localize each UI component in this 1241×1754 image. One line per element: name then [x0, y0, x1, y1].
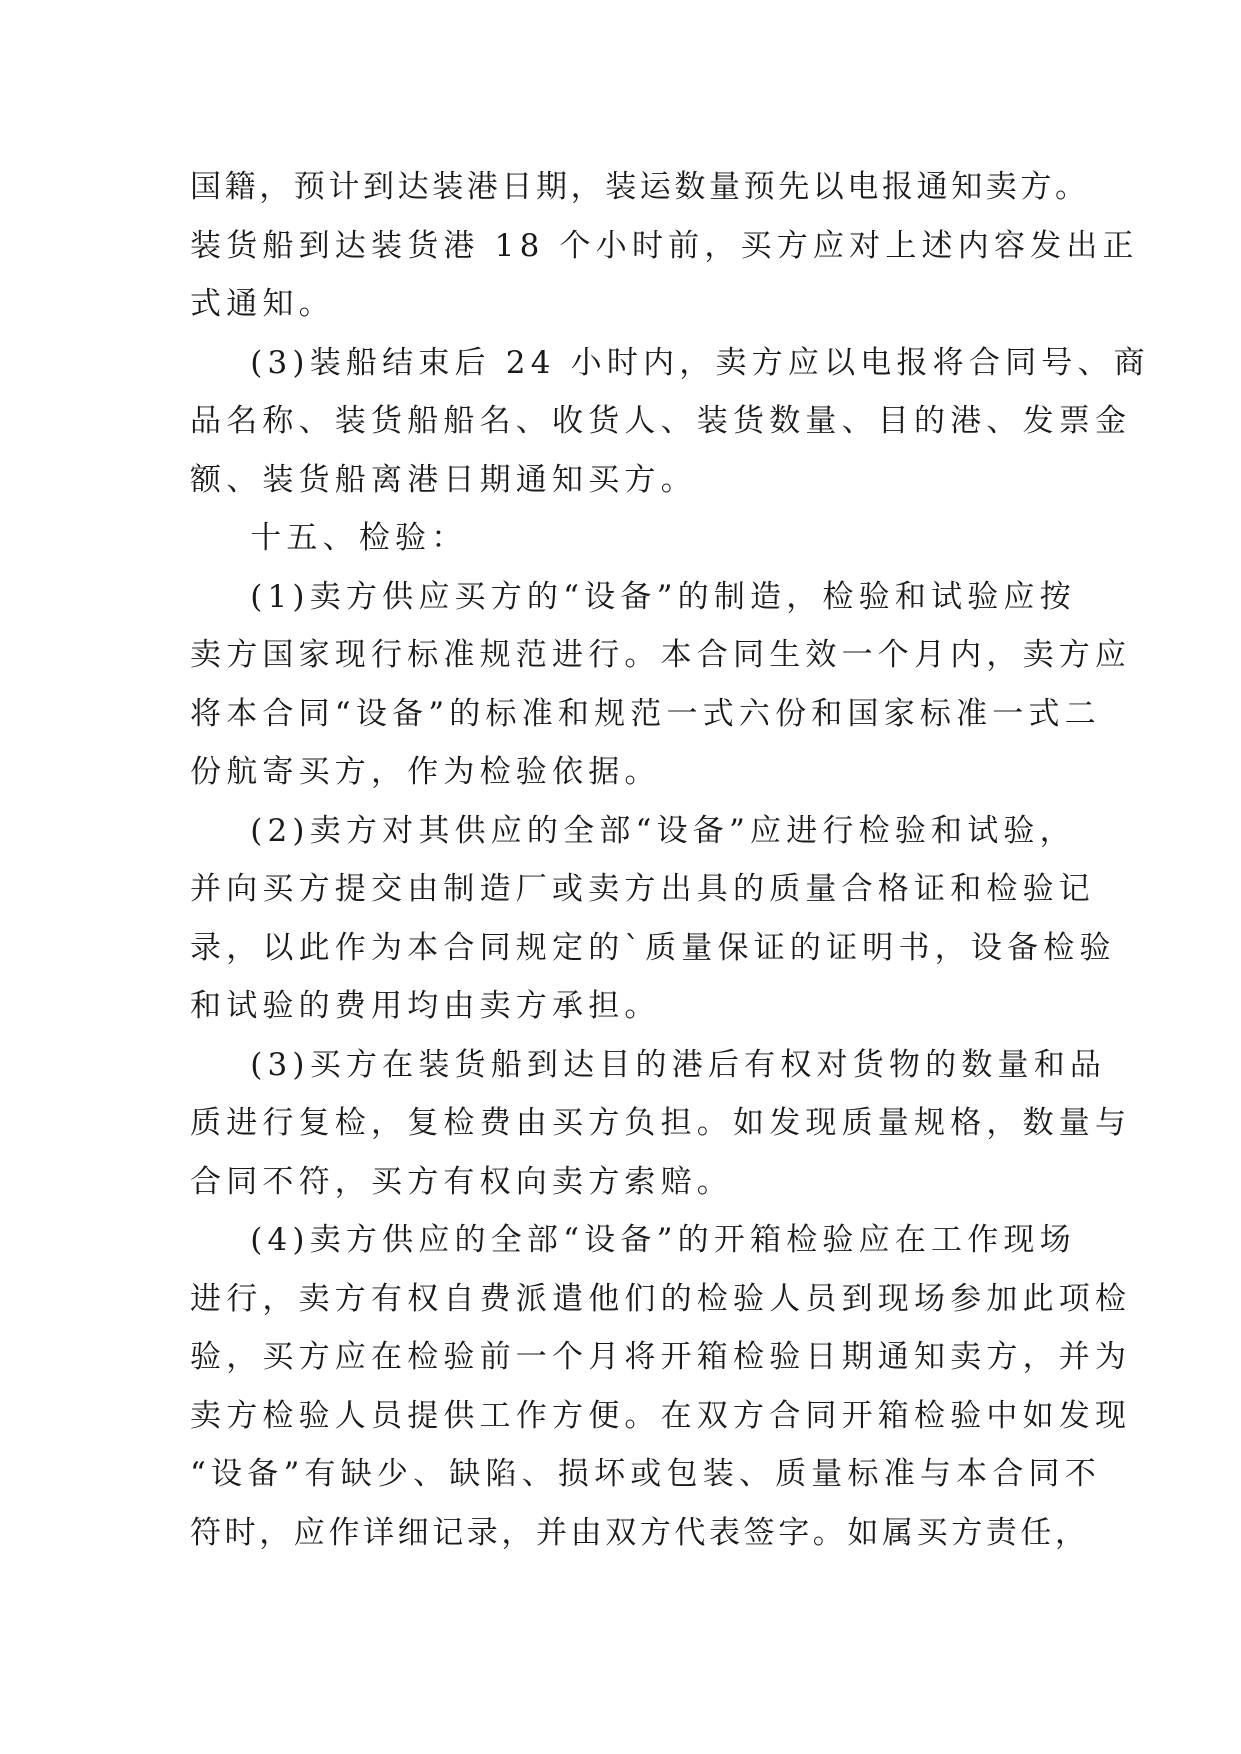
text-line: 式通知。: [190, 286, 335, 322]
text-line: 卖方检验人员提供工作方便。在双方合同开箱检验中如发现: [190, 1397, 1132, 1434]
text-line: 国籍，预计到达装港日期，装运数量预先以电报通知卖方。: [190, 169, 1090, 205]
text-line: 品名称、装货船船名、收货人、装货数量、目的港、发票金: [190, 403, 1132, 439]
text-line: 卖方国家现行标准规范进行。本合同生效一个月内，卖方应: [190, 637, 1132, 673]
text-line: 录，以此作为本合同规定的`质量保证的证明书，设备检验: [190, 929, 1116, 966]
text-line: (3)买方在装货船到达目的港后有权对货物的数量和品: [190, 1046, 1107, 1083]
text-line: 装货船到达装货港 18 个小时前，买方应对上述内容发出正: [190, 227, 1139, 264]
text-line: 份航寄买方，作为检验依据。: [190, 754, 661, 790]
text-line: 验，买方应在检验前一个月将开箱检验日期通知卖方，并为: [190, 1339, 1132, 1375]
text-line: 进行，卖方有权自费派遣他们的检验人员到现场参加此项检: [190, 1280, 1132, 1317]
text-line: 额、装货船离港日期通知买方。: [190, 461, 697, 498]
text-line: (2)卖方对其供应的全部“设备”应进行检验和试验，: [190, 812, 1076, 849]
text-line: 符时，应作详细记录，并由双方代表签字。如属买方责任，: [190, 1514, 1090, 1551]
text-line: 合同不符，买方有权向卖方索赔。: [190, 1163, 733, 1200]
text-line: 质进行复检，复检费由买方负担。如发现质量规格，数量与: [190, 1105, 1132, 1141]
text-line: (4)卖方供应的全部“设备”的开箱检验应在工作现场: [190, 1222, 1076, 1258]
text-line: 和试验的费用均由卖方承担。: [190, 988, 661, 1024]
text-line: (3)装船结束后 24 小时内，卖方应以电报将合同号、商: [190, 344, 1150, 381]
text-line: “设备”有缺少、缺陷、损坏或包装、质量标准与本合同不: [190, 1456, 1101, 1492]
section-heading: 十五、检验：: [190, 520, 468, 556]
text-line: 将本合同“设备”的标准和规范一式六份和国家标准一式二: [190, 695, 1101, 732]
contract-body-text: [190, 158, 1150, 1562]
text-line: (1)卖方供应买方的“设备”的制造，检验和试验应按: [190, 578, 1076, 615]
text-line: 并向买方提交由制造厂或卖方出具的质量合格证和检验记: [190, 871, 1095, 907]
